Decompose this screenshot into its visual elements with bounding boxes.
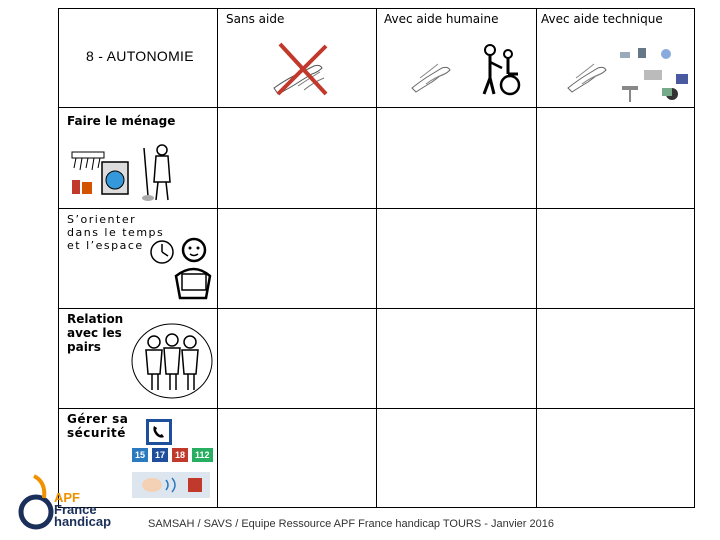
housework-icon bbox=[68, 142, 178, 204]
label-line: sécurité bbox=[67, 426, 126, 440]
emergency-numbers bbox=[132, 448, 213, 462]
grid-divider bbox=[59, 208, 694, 209]
row-label-menage: Faire le ménage bbox=[67, 114, 176, 128]
emergency-number-112: 112 bbox=[192, 448, 213, 462]
grid-divider bbox=[376, 9, 377, 507]
row-label-relation bbox=[67, 312, 123, 354]
emergency-number-fire: 18 bbox=[172, 448, 188, 462]
helping-hands-icon bbox=[408, 50, 454, 96]
section-title: 8 - AUTONOMIE bbox=[86, 48, 194, 64]
label-line: et l’espace bbox=[67, 239, 144, 252]
grid-divider bbox=[59, 107, 694, 108]
column-header-aide-technique: Avec aide technique bbox=[541, 12, 663, 26]
no-help-hands-icon bbox=[268, 38, 332, 100]
apf-logo-icon bbox=[16, 472, 56, 532]
logo-handicap: handicap bbox=[54, 514, 112, 529]
grid-divider bbox=[536, 9, 537, 507]
technical-aids-icon bbox=[616, 44, 692, 106]
logo-apf: APF bbox=[54, 490, 80, 505]
assist-hands-icon bbox=[564, 52, 610, 94]
label-line: S’orienter bbox=[67, 213, 137, 226]
alarm-device-icon bbox=[132, 472, 210, 498]
peer-relations-icon bbox=[130, 322, 214, 400]
column-header-aide-humaine: Avec aide humaine bbox=[384, 12, 499, 26]
emergency-number-samu: 15 bbox=[132, 448, 148, 462]
wheelchair-assist-icon bbox=[480, 40, 526, 98]
label-line: avec les bbox=[67, 326, 122, 340]
label-line: Relation bbox=[67, 312, 124, 326]
row-label-securite bbox=[67, 412, 128, 440]
emergency-number-police: 17 bbox=[152, 448, 168, 462]
grid-divider bbox=[59, 408, 694, 409]
grid-divider bbox=[59, 308, 694, 309]
label-line: Gérer sa bbox=[67, 412, 129, 426]
logo-france: France bbox=[54, 502, 97, 517]
label-line: pairs bbox=[67, 340, 101, 354]
footer-credit: SAMSAH / SAVS / Equipe Ressource APF France handicap TOURS - Janvier 2016 bbox=[148, 518, 554, 530]
emergency-phone-sign-icon bbox=[145, 418, 173, 446]
orientation-icon bbox=[148, 236, 220, 300]
label-line: dans le temps bbox=[67, 226, 165, 239]
column-header-sans-aide: Sans aide bbox=[226, 12, 285, 26]
